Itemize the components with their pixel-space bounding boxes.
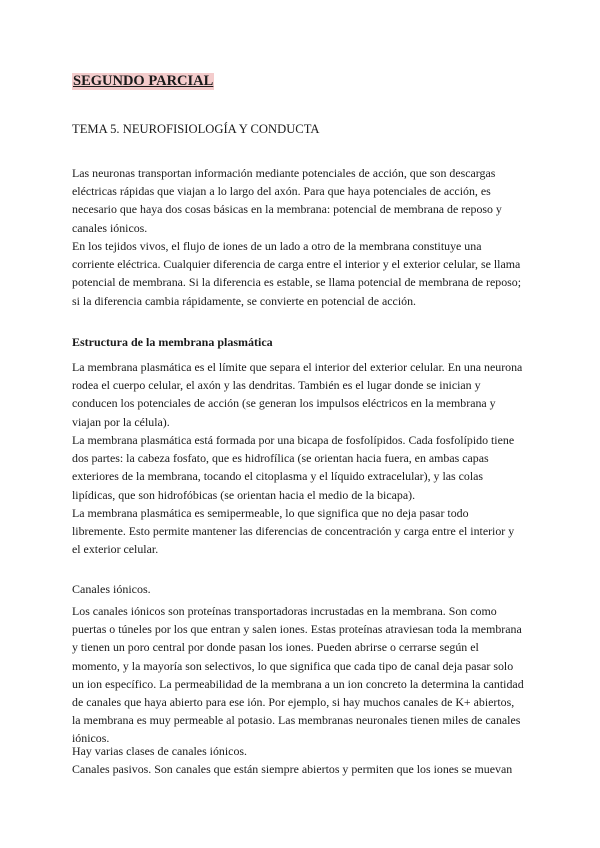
channels-paragraph-1: Los canales iónicos son proteínas transportadoras incrustadas en la membrana. Son como puertas o túneles por los que entran y salen iones. Estas proteínas atraviesan toda la membrana y tienen un poro central por donde pasan los iones. Pueden abrirse o cerrarse según el momento, y la mayoría son selectivos, lo que significa que cada tipo de canal deja pasar solo un ion específico. La permeabilidad de la membrana a un ion concreto la determina la cantidad de canales que haya abierto para ese ión. Por ejemplo, si hay muchos canales de K+ abiertos, la membrana es muy permeable al potasio. Las membranas neuronales tienen miles de canales iónicos. (72, 604, 524, 746)
topic-heading: TEMA 5. NEUROFISIOLOGÍA Y CONDUCTA (72, 122, 320, 136)
document-title: SEGUNDO PARCIAL (73, 73, 214, 89)
section-heading-channels: Canales iónicos. (72, 582, 151, 596)
channels-paragraph-2: Hay varias clases de canales iónicos. (72, 744, 247, 758)
intro-paragraph-1: Las neuronas transportan información mediante potenciales de acción, que son descargas eléctricas rápidas que viajan a lo largo del axón. Para que haya potenciales de acción, es necesario que haya dos cosas básicas en la membrana: potencial de membrana de reposo y canales iónicos. (72, 166, 502, 235)
membrane-paragraph-2: La membrana plasmática está formada por una bicapa de fosfolípidos. Cada fosfolípido tiene dos partes: la cabeza fosfato, que es hidrofílica (se orientan hacia fuera, en ambas capas exteriores de la membrana, tocando el citoplasma y el líquido extracelular), y las colas lipídicas, que son hidrofóbicas (se orientan hacia el medio de la bicapa). (72, 433, 515, 502)
intro-paragraph-2: En los tejidos vivos, el flujo de iones de un lado a otro de la membrana constituye una corriente eléctrica. Cualquier diferencia de carga entre el interior y el exterior celular, se llama potencial de membrana. Si la diferencia es estable, se llama potencial de membrana de reposo; si la diferencia cambia rápidamente, se convierte en potencial de acción. (72, 239, 522, 308)
membrane-paragraph-1: La membrana plasmática es el límite que separa el interior del exterior celular. En una neurona rodea el cuerpo celular, el axón y las dendritas. También es el lugar donde se inician y conducen los potenciales de acción (se generan los impulsos eléctricos en la membrana y viajan por la célula). (72, 360, 523, 429)
membrane-paragraph-3: La membrana plasmática es semipermeable, lo que significa que no deja pasar todo libremente. Esto permite mantener las diferencias de concentración y carga entre el interior y el exterior celular. (72, 506, 515, 557)
channels-paragraph-3: Canales pasivos. Son canales que están siempre abiertos y permiten que los iones se muevan (72, 762, 513, 776)
section-heading-membrane: Estructura de la membrana plasmática (72, 335, 273, 349)
